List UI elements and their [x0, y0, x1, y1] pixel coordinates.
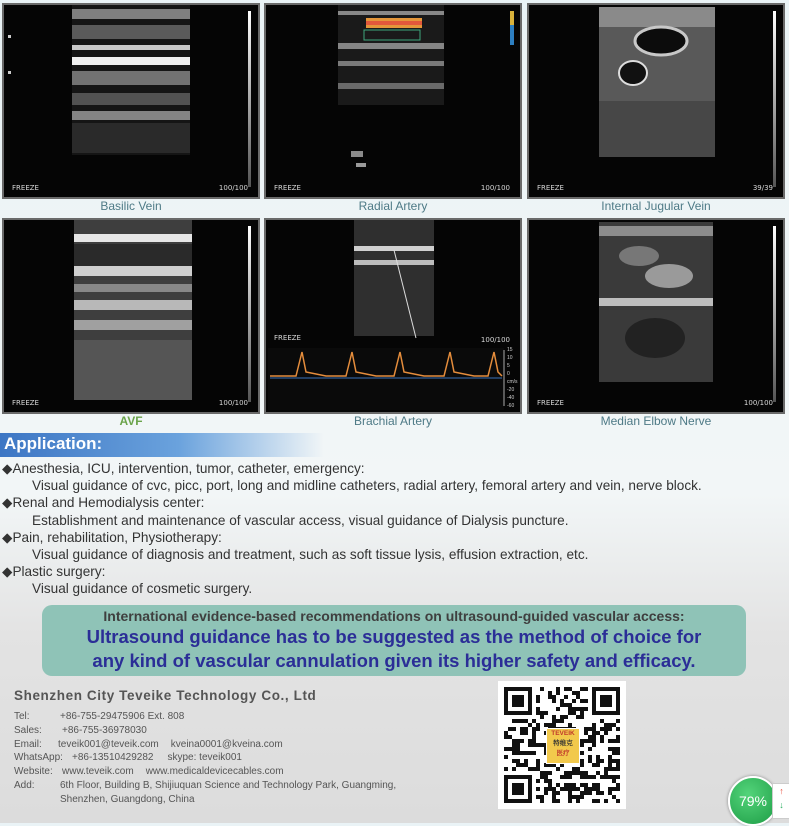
frame-counter: 100/100 — [218, 399, 248, 407]
application-heading: Application: — [0, 433, 324, 457]
scale-tick: 15 — [507, 347, 513, 353]
freeze-label: FREEZE — [12, 184, 39, 192]
sales-value: +86-755-36978030 — [62, 724, 147, 736]
scale-unit: cm/s — [507, 379, 518, 385]
contact-details — [14, 710, 396, 807]
item-detail: Visual guidance of cosmetic surgery. — [32, 581, 253, 597]
ultrasound-panel-avf — [2, 218, 260, 414]
basilic-vein-scan — [4, 5, 258, 197]
freeze-label: FREEZE — [537, 184, 564, 192]
item-heading: Renal and Hemodialysis center: — [12, 495, 205, 511]
ultrasound-panel-median-elbow-nerve — [527, 218, 785, 414]
address-line: 6th Floor, Building B, Shijiuquan Science and Technology Park, Guangming, — [60, 779, 397, 791]
list-item: ◆Renal and Hemodialysis center: — [2, 495, 205, 511]
caption-median-elbow-nerve: Median Elbow Nerve — [600, 414, 712, 428]
depth-scale-bar — [248, 11, 251, 187]
website-label: Website: — [14, 766, 53, 778]
scale-tick: -60 — [507, 403, 515, 409]
freeze-label: FREEZE — [274, 184, 301, 192]
qr-logo-text: 医疗 — [556, 750, 570, 757]
caption-basilic-vein: Basilic Vein — [100, 199, 162, 213]
depth-scale-bar — [248, 226, 251, 402]
list-item: ◆Pain, rehabilitation, Physiotherapy: — [2, 529, 222, 545]
callout-statement-line2: any kind of vascular cannulation given its higher safety and efficacy. — [92, 650, 696, 671]
website-link[interactable]: www.medicaldevicecables.com — [145, 766, 284, 778]
upload-arrow-icon: ↑ — [779, 786, 784, 796]
depth-scale-bar — [773, 226, 776, 402]
frame-counter: 39/39 — [752, 184, 773, 192]
whatsapp-value: +86-13510429282 — [72, 752, 154, 764]
scale-tick: 10 — [507, 355, 513, 361]
zoom-level-badge[interactable]: 79% — [728, 776, 778, 826]
callout-subtitle: International evidence-based recommendations on ultrasound-guided vascular access: — [103, 608, 685, 624]
qr-logo-text: 特维克 — [553, 740, 573, 747]
median-elbow-nerve-scan — [529, 220, 783, 412]
recommendation-callout — [42, 605, 746, 676]
email-label: Email: — [14, 738, 42, 750]
whatsapp-label: WhatsApp: — [14, 752, 63, 764]
company-name: Shenzhen City Teveike Technology Co., Ltd — [14, 688, 317, 703]
website-link[interactable]: www.teveik.com — [62, 766, 134, 778]
item-detail: Visual guidance of cvc, picc, port, long and midline catheters, radial artery, femoral artery and vein, nerve block. — [32, 478, 702, 494]
tel-value: +86-755-29475906 Ext. 808 — [60, 711, 185, 722]
caption-radial-artery: Radial Artery — [358, 199, 428, 213]
sales-label: Sales: — [14, 724, 42, 736]
application-list — [2, 460, 787, 598]
qr-logo — [546, 728, 580, 764]
freeze-label: FREEZE — [12, 399, 39, 407]
caption-brachial-artery: Brachial Artery — [353, 414, 433, 428]
network-speed-widget[interactable] — [772, 783, 789, 819]
doppler-velocity-scale — [507, 346, 518, 410]
freeze-label: FREEZE — [537, 399, 564, 407]
list-item: ◆Plastic surgery: — [2, 564, 106, 580]
frame-counter: 100/100 — [480, 336, 510, 344]
item-detail: Visual guidance of diagnosis and treatment, such as soft tissue lysis, effusion extraction, etc. — [32, 547, 589, 563]
address-label: Add: — [14, 779, 35, 791]
ultrasound-panel-radial-artery — [264, 3, 522, 199]
item-heading: Anesthesia, ICU, intervention, tumor, catheter, emergency: — [12, 461, 365, 476]
tel-label: Tel: — [14, 711, 30, 722]
address-line: Shenzhen, Guangdong, China — [60, 793, 195, 805]
skype-value: skype: teveik001 — [167, 752, 242, 764]
email-value[interactable]: teveik001@teveik.com — [58, 738, 159, 750]
qr-logo-text: TEVEIK — [551, 730, 575, 737]
item-heading: Plastic surgery: — [12, 564, 106, 580]
freeze-label: FREEZE — [274, 334, 301, 342]
scale-tick: 0 — [507, 371, 510, 377]
frame-counter: 100/100 — [743, 399, 773, 407]
qr-code[interactable] — [498, 681, 626, 809]
ultrasound-panel-brachial-artery — [264, 218, 522, 414]
item-detail: Establishment and maintenance of vascular access, visual guidance of Dialysis puncture. — [32, 512, 569, 528]
scale-tick: -20 — [507, 387, 515, 393]
item-heading: Pain, rehabilitation, Physiotherapy: — [12, 529, 222, 545]
caption-internal-jugular-vein: Internal Jugular Vein — [601, 199, 711, 213]
scale-tick: 5 — [507, 363, 510, 369]
list-item: ◆Anesthesia, ICU, intervention, tumor, catheter, emergency: — [2, 461, 365, 476]
caption-avf: AVF — [119, 414, 143, 428]
ultrasound-panel-internal-jugular-vein — [527, 3, 785, 199]
frame-counter: 100/100 — [480, 184, 510, 192]
scale-tick: -40 — [507, 395, 515, 401]
depth-scale-bar — [773, 11, 776, 187]
callout-statement-line1: Ultrasound guidance has to be suggested as the method of choice for — [86, 626, 702, 647]
avf-scan — [4, 220, 258, 412]
ultrasound-panel-basilic-vein — [2, 3, 260, 199]
frame-counter: 100/100 — [218, 184, 248, 192]
download-arrow-icon: ↓ — [779, 800, 784, 810]
internal-jugular-vein-scan — [529, 5, 783, 197]
radial-artery-scan — [266, 5, 520, 197]
brachial-artery-scan — [266, 220, 520, 412]
email-value[interactable]: kveina0001@kveina.com — [170, 738, 283, 750]
